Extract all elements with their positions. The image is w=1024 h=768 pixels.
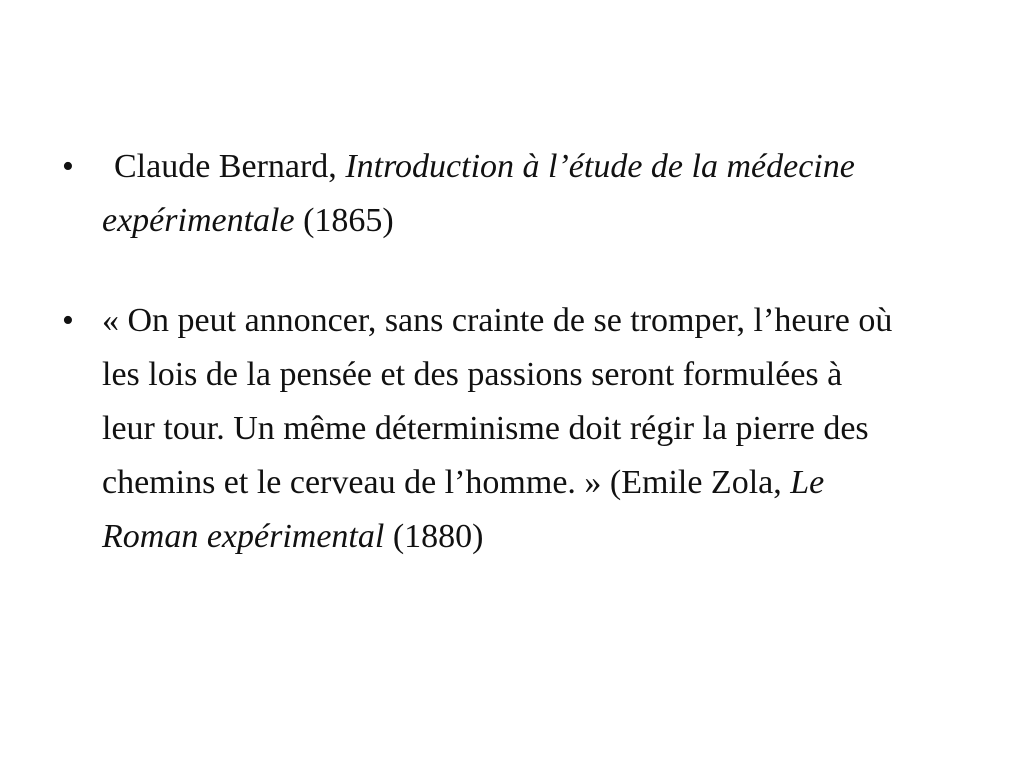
publication-year: (1880) — [384, 518, 484, 555]
bullet-marker: • — [62, 148, 74, 185]
bullet-item-zola — [58, 294, 958, 564]
book-title: Introduction à l’étude de la médecine expérimentale — [102, 148, 855, 239]
quote-text: « On peut annoncer, sans crainte de se tromper, l’heure où les lois de la pensée et des passions seront formulées à leur tour. Un même déterminisme doit régir la pierre des chemins et le cerveau de l’homme. » (Emile Zola, — [102, 302, 893, 501]
book-title: Le Roman expérimental — [102, 464, 825, 555]
bullet-text — [102, 148, 855, 239]
bullet-list — [58, 140, 958, 564]
bullet-item-bernard — [58, 140, 958, 248]
bullet-text — [102, 302, 892, 555]
author-name: Claude Bernard, — [114, 148, 346, 185]
bullet-marker: • — [62, 302, 74, 339]
publication-year: (1865) — [294, 202, 394, 239]
